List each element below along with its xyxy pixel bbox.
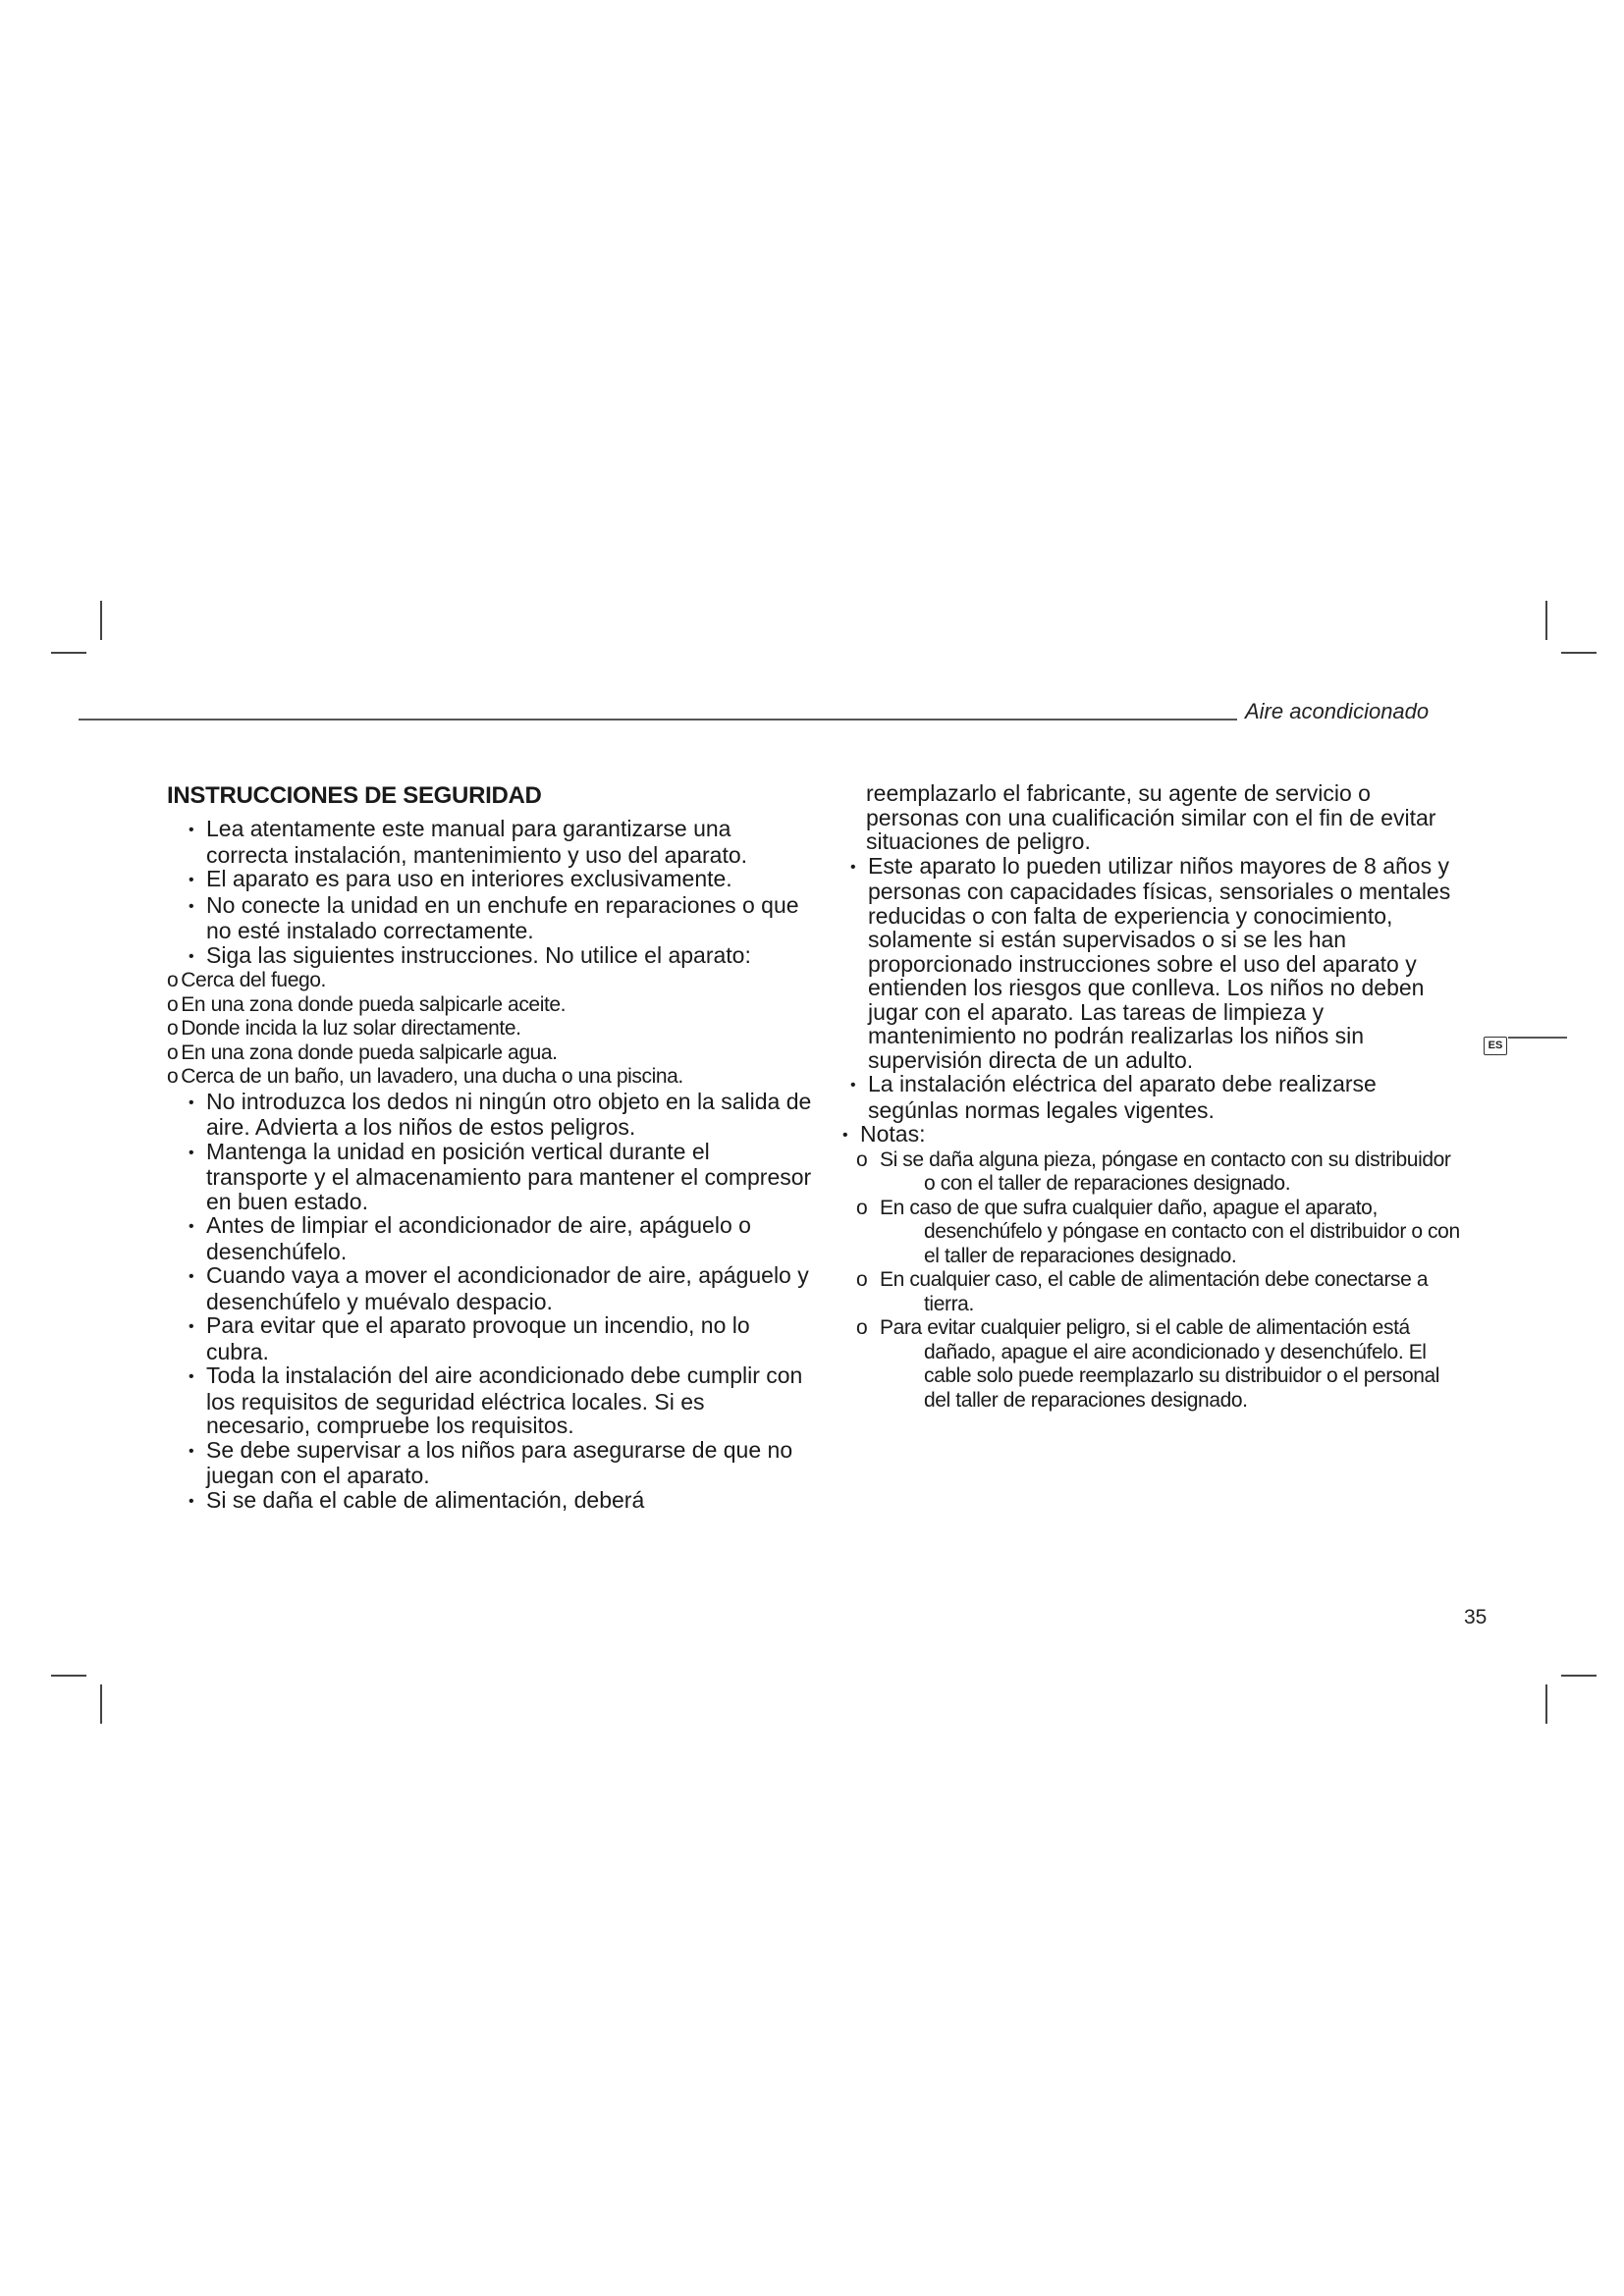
bullet-mark: • [189,1318,194,1335]
safety-bullet [167,943,815,970]
crop-mark [1561,1675,1597,1677]
bullet-text: No conecte la unidad en un enchufe en reparaciones o que no esté instalado correctamente. [206,891,799,943]
safety-bullet [167,1363,815,1438]
bullet-text: Cuando vaya a mover el acondicionador de aire, apáguelo y desenchúfelo y muévalo despacio. [206,1262,809,1314]
safety-bullet [167,817,815,867]
sub-mark: o [167,1065,179,1088]
bullet-text: Si se daña el cable de alimentación, deberá [206,1486,645,1513]
section-title: INSTRUCCIONES DE SEGURIDAD [167,782,542,809]
bullet-mark: • [850,1077,856,1094]
sub-mark: o [856,1268,868,1291]
note-text: En caso de que sufra cualquier daño, apague el aparato, desenchúfelo y póngase en contacto con el distribuidor o con el taller de reparaciones designado. [880,1196,1460,1267]
right-column [835,781,1463,1413]
note-item [835,1148,1463,1197]
crop-mark [51,652,86,654]
bullet-text: El aparato es para uso en interiores exclusivamente. [206,866,732,891]
language-badge: ES [1484,1037,1507,1055]
location-sub-item [167,1041,815,1066]
crop-mark [1561,652,1597,654]
bullet-mark: • [189,872,194,888]
note-item [835,1268,1463,1316]
safety-bullet [167,1213,815,1263]
safety-bullet [835,854,1463,1073]
sub-mark: o [167,969,179,991]
bullet-text: Mantenga la unidad en posición vertical durante el transporte y el almacenamiento para mantener el compresor en buen estado. [206,1138,812,1214]
safety-bullet [167,867,815,893]
bullet-continuation: reemplazarlo el fabricante, su agente de servicio o personas con una cualificación similar con el fin de evitar situaciones de peligro. [866,780,1436,854]
bullet-mark: • [842,1127,848,1144]
bullet-text: Se debe supervisar a los niños para asegurarse de que no juegan con el aparato. [206,1436,793,1488]
safety-bullet [167,1140,815,1214]
bullet-mark: • [189,1442,194,1460]
location-sub-item [167,969,815,993]
safety-bullet [167,1438,815,1488]
bullet-text: Para evitar que el aparato provoque un incendio, no lo cubra. [206,1312,750,1364]
notes-label: Notas: [860,1121,926,1147]
safety-bullet [167,1090,815,1140]
sub-item-text: En una zona donde pueda salpicarle aceite. [181,992,567,1016]
note-text: En cualquier caso, el cable de alimentación debe conectarse a tierra. [880,1268,1429,1315]
crop-mark [1545,1684,1547,1724]
bullet-mark: • [189,897,194,915]
bullet-mark: • [189,1368,194,1385]
note-text: Para evitar cualquier peligro, si el cable de alimentación está dañado, apague el aire acondicionado y desenchúfelo. El cable solo puede reemplazarlo su distribuidor o el personal del taller de reparaciones designado. [880,1316,1440,1412]
crop-mark [1545,601,1547,640]
bullet-mark: • [189,1268,194,1285]
header-rule [79,719,1237,721]
bullet-text: Antes de limpiar el acondicionador de aire, apáguelo o desenchúfelo. [206,1212,751,1264]
location-sub-item [167,1065,815,1090]
sub-mark: o [856,1148,868,1171]
bullet-mark: • [189,822,194,838]
location-sub-item [167,993,815,1018]
safety-bullet [835,1072,1463,1122]
bullet-text: Lea atentamente este manual para garantizarse una correcta instalación, mantenimiento y uso del aparato. [206,816,748,868]
bullet-mark: • [189,1144,194,1161]
bullet-mark: • [189,1218,194,1235]
crop-mark [100,1684,102,1724]
bullet-text: Toda la instalación del aire acondicionado debe cumplir con los requisitos de seguridad eléctrica locales. Si es necesario, compruebe los requisitos. [206,1362,803,1438]
sub-mark: o [167,992,179,1016]
notes-heading [835,1122,1463,1148]
language-tab-line [1508,1037,1567,1039]
sub-mark: o [856,1196,868,1219]
left-column [167,781,815,1514]
bullet-mark: • [850,858,856,876]
crop-mark [100,601,102,640]
note-item [835,1197,1463,1269]
location-sub-item [167,1017,815,1041]
note-text: Si se daña alguna pieza, póngase en contacto con su distribuidor o con el taller de reparaciones designado. [880,1148,1451,1195]
safety-bullet [167,893,815,943]
sub-item-text: Cerca del fuego. [181,969,326,991]
sub-mark: o [167,1041,179,1064]
sub-item-text: Cerca de un baño, un lavadero, una ducha o una piscina. [181,1065,683,1088]
safety-bullet [167,1313,815,1363]
crop-mark [51,1675,86,1677]
running-header-title: Aire acondicionado [1245,699,1430,723]
safety-bullet [167,1263,815,1313]
bullet-text: No introduzca los dedos ni ningún otro objeto en la salida de aire. Advierta a los niños de estos peligros. [206,1088,812,1140]
sub-item-text: Donde incida la luz solar directamente. [181,1017,521,1040]
safety-bullet [167,1488,815,1515]
bullet-mark: • [189,1094,194,1111]
sub-item-text: En una zona donde pueda salpicarle agua. [181,1041,558,1064]
sub-mark: o [856,1316,868,1339]
sub-mark: o [167,1017,179,1040]
page-number: 35 [1464,1606,1488,1629]
bullet-text: Siga las siguientes instrucciones. No utilice el aparato: [206,941,751,968]
bullet-mark: • [189,947,194,965]
bullet-mark: • [189,1492,194,1510]
bullet-text: La instalación eléctrica del aparato debe realizarse segúnlas normas legales vigentes. [868,1071,1377,1123]
bullet-text: Este aparato lo pueden utilizar niños mayores de 8 años y personas con capacidades físicas, sensoriales o mentales reducidas o con falta de experiencia y conocimiento, solamente si están supervisados o si se les han proporcionado instrucciones sobre el uso del aparato y entienden los riesgos que conlleva. Los niños no deben jugar con el aparato. Las tareas de limpieza y mantenimiento no podrán realizarlas los niños sin supervisión directa de un adulto. [868,852,1451,1073]
note-item [835,1316,1463,1413]
